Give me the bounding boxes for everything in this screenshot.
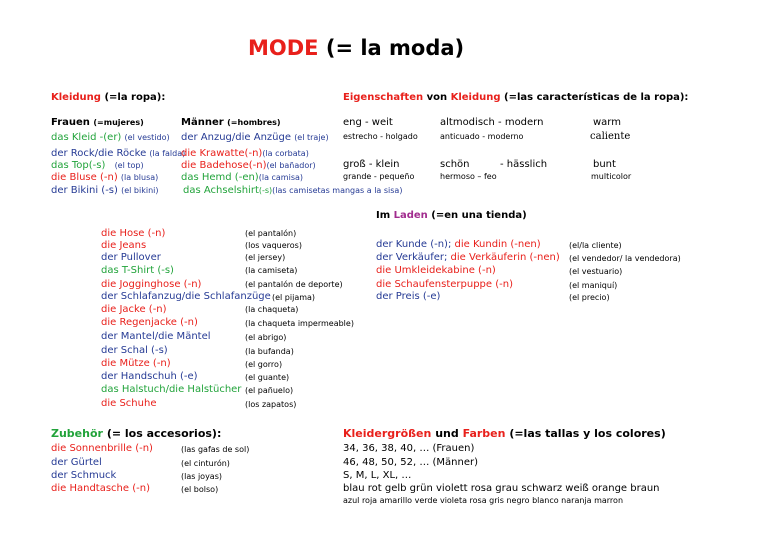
eig-heading-w1: Eigenschaften xyxy=(343,92,424,103)
item-de: der Anzug/die Anzüge xyxy=(181,132,291,143)
eig-row1-es-b: anticuado - moderno xyxy=(440,132,524,141)
item-es: (las camisetas mangas a la sisa) xyxy=(272,186,403,195)
eig-row1-es-a: estrecho - holgado xyxy=(343,132,418,141)
laden-item-de1: der Preis (-e) xyxy=(376,291,441,302)
kleidung-heading-word: Kleidung xyxy=(51,92,101,103)
list-item xyxy=(51,186,159,196)
laden-heading-rest: (=en una tienda) xyxy=(431,210,527,221)
title-rest: (= la moda) xyxy=(325,36,465,60)
clothes-item-es: (la camiseta) xyxy=(245,266,298,275)
eig-row2-b1: schön xyxy=(440,159,470,170)
maenner-note: (=hombres) xyxy=(227,118,281,127)
laden-item-es: (el vestuario) xyxy=(569,267,623,276)
eig-heading-rest: (=las características de la ropa): xyxy=(504,92,689,103)
eig-row1-b: altmodisch - modern xyxy=(440,117,544,128)
kleidung-heading xyxy=(51,93,165,103)
clothes-item-de: der Schlafanzug/die Schlafanzüge xyxy=(101,291,271,302)
clothes-item-de: der Schal (-s) xyxy=(101,345,168,356)
groessen-heading-w1: Kleidergrößen xyxy=(343,427,432,440)
eig-row2-c: bunt xyxy=(593,159,616,170)
clothes-item-de: das Halstuch/die Halstücher xyxy=(101,384,242,395)
clothes-item-de: die Schuhe xyxy=(101,398,157,409)
item-de: der Rock/die Röcke xyxy=(51,148,147,159)
maenner-label-text: Männer xyxy=(181,117,224,128)
eig-row2-es-a: grande - pequeño xyxy=(343,172,415,181)
laden-item xyxy=(376,253,560,263)
eig-row1-c: warm xyxy=(593,117,621,128)
clothes-item-es: (el pijama) xyxy=(272,293,316,302)
clothes-item-de: die Jacke (-n) xyxy=(101,304,167,315)
zubehoer-item-de: der Schmuck xyxy=(51,470,117,481)
eig-row2-es-c: multicolor xyxy=(591,172,632,181)
maenner-label xyxy=(181,118,281,128)
laden-item xyxy=(376,240,541,250)
clothes-item-de: die Jogginghose (-n) xyxy=(101,279,202,290)
zubehoer-item-es: (el bolso) xyxy=(181,485,219,494)
zubehoer-heading xyxy=(51,428,221,439)
item-de: das Hemd (-en) xyxy=(181,172,259,183)
zubehoer-heading-word: Zubehör xyxy=(51,427,103,440)
groessen-line: 46, 48, 50, 52, … (Männer) xyxy=(343,457,479,468)
laden-heading xyxy=(376,211,527,221)
item-de: das Kleid -(er) xyxy=(51,132,122,143)
clothes-item-es: (el pantalón) xyxy=(245,229,297,238)
laden-item-es: (el precio) xyxy=(569,293,610,302)
zubehoer-item-de: die Sonnenbrille (-n) xyxy=(51,443,153,454)
laden-item-de1: die Schaufensterpuppe (-n) xyxy=(376,279,513,290)
clothes-item-de: die Hose (-n) xyxy=(101,228,166,239)
clothes-item-es: (el pantalón de deporte) xyxy=(245,280,343,289)
groessen-heading-w3: Farben xyxy=(462,427,506,440)
item-de: die Badehose(-n) xyxy=(181,160,267,171)
item-es-small: (-s) xyxy=(258,186,273,195)
clothes-item-de: das T-Shirt (-s) xyxy=(101,265,174,276)
clothes-item-es: (el guante) xyxy=(245,373,290,382)
laden-item-es: (el vendedor/ la vendedora) xyxy=(569,254,681,263)
item-de: das Achselshirt xyxy=(183,185,259,196)
groessen-colors-es: azul roja amarillo verde violeta rosa gris negro blanco naranja marron xyxy=(343,496,624,505)
clothes-item-es: (los zapatos) xyxy=(245,400,297,409)
clothes-item-de: der Mantel/die Mäntel xyxy=(101,331,211,342)
list-item xyxy=(183,186,402,196)
page-title xyxy=(248,38,464,59)
title-word: MODE xyxy=(248,36,319,60)
item-es: (la blusa) xyxy=(120,173,159,182)
frauen-label xyxy=(51,118,144,128)
item-de: der Bikini (-s) xyxy=(51,185,118,196)
laden-heading-w2: Laden xyxy=(393,210,428,221)
clothes-item-es: (los vaqueros) xyxy=(245,241,302,250)
laden-item-es: (el/la cliente) xyxy=(569,241,622,250)
item-es: (el vestido) xyxy=(124,133,170,142)
item-es: (la corbata) xyxy=(262,149,309,158)
clothes-item-de: die Mütze (-n) xyxy=(101,358,171,369)
item-es: (el bikini) xyxy=(121,186,159,195)
frauen-note: (=mujeres) xyxy=(93,118,144,127)
eig-heading-w3: Kleidung xyxy=(450,92,501,103)
zubehoer-item-es: (el cinturón) xyxy=(181,459,230,468)
list-item xyxy=(181,173,303,183)
clothes-item-es: (el abrigo) xyxy=(245,333,287,342)
groessen-heading xyxy=(343,428,666,439)
groessen-heading-w2: und xyxy=(435,427,459,440)
eig-row2-b2: - hässlich xyxy=(500,159,548,170)
item-es: (la falda) xyxy=(149,149,186,158)
groessen-line: 34, 36, 38, 40, … (Frauen) xyxy=(343,443,475,454)
list-item xyxy=(181,149,309,159)
clothes-item-es: (la chaqueta) xyxy=(245,305,299,314)
laden-item-de1: der Verkäufer; xyxy=(376,252,448,263)
laden-item-de2: die Kundin (-nen) xyxy=(454,239,541,250)
laden-item-es: (el maniquí) xyxy=(569,281,618,290)
list-item xyxy=(51,133,170,143)
item-de: die Bluse (-n) xyxy=(51,172,118,183)
item-de: die Krawatte(-n) xyxy=(181,148,263,159)
clothes-item-es: (el pañuelo) xyxy=(245,386,294,395)
groessen-heading-rest: (=las tallas y los colores) xyxy=(509,427,666,440)
list-item xyxy=(51,173,158,183)
zubehoer-item-de: die Handtasche (-n) xyxy=(51,483,150,494)
zubehoer-item-de: der Gürtel xyxy=(51,457,102,468)
eig-heading-w2: von xyxy=(426,92,448,103)
eigenschaften-heading xyxy=(343,93,688,103)
laden-heading-w1: Im xyxy=(376,210,391,221)
zubehoer-item-es: (las gafas de sol) xyxy=(181,445,250,454)
clothes-item-de: die Regenjacke (-n) xyxy=(101,317,198,328)
item-es: (el traje) xyxy=(294,133,329,142)
laden-item-de2: die Verkäuferin (-nen) xyxy=(450,252,560,263)
item-de: das Top(-s) xyxy=(51,160,106,171)
groessen-line: S, M, L, XL, … xyxy=(343,470,412,481)
clothes-item-es: (la chaqueta impermeable) xyxy=(245,319,354,328)
laden-item-de1: die Umkleidekabine (-n) xyxy=(376,265,496,276)
clothes-item-de: der Pullover xyxy=(101,252,161,263)
item-es: (la camisa) xyxy=(258,173,304,182)
groessen-line: blau rot gelb grün violett rosa grau schwarz weiß orange braun xyxy=(343,483,660,494)
clothes-item-de: die Jeans xyxy=(101,240,147,251)
list-item xyxy=(51,161,144,171)
eig-row2-a: groß - klein xyxy=(343,159,400,170)
eig-row1-a: eng - weit xyxy=(343,117,393,128)
clothes-item-de: der Handschuh (-e) xyxy=(101,371,198,382)
zubehoer-item-es: (las joyas) xyxy=(181,472,222,481)
eig-row1-es-c: caliente xyxy=(590,131,631,142)
list-item xyxy=(181,161,316,171)
item-es: (el bañador) xyxy=(266,161,316,170)
eig-row2-es-b: hermoso – feo xyxy=(440,172,497,181)
item-es: (el top) xyxy=(114,161,144,170)
list-item xyxy=(181,133,329,143)
list-item xyxy=(51,149,185,159)
clothes-item-es: (la bufanda) xyxy=(245,347,294,356)
clothes-item-es: (el jersey) xyxy=(245,253,286,262)
clothes-item-es: (el gorro) xyxy=(245,360,283,369)
frauen-label-text: Frauen xyxy=(51,117,90,128)
laden-item-de1: der Kunde (-n); xyxy=(376,239,452,250)
zubehoer-heading-rest: (= los accesorios): xyxy=(106,427,222,440)
kleidung-heading-rest: (=la ropa): xyxy=(104,92,166,103)
